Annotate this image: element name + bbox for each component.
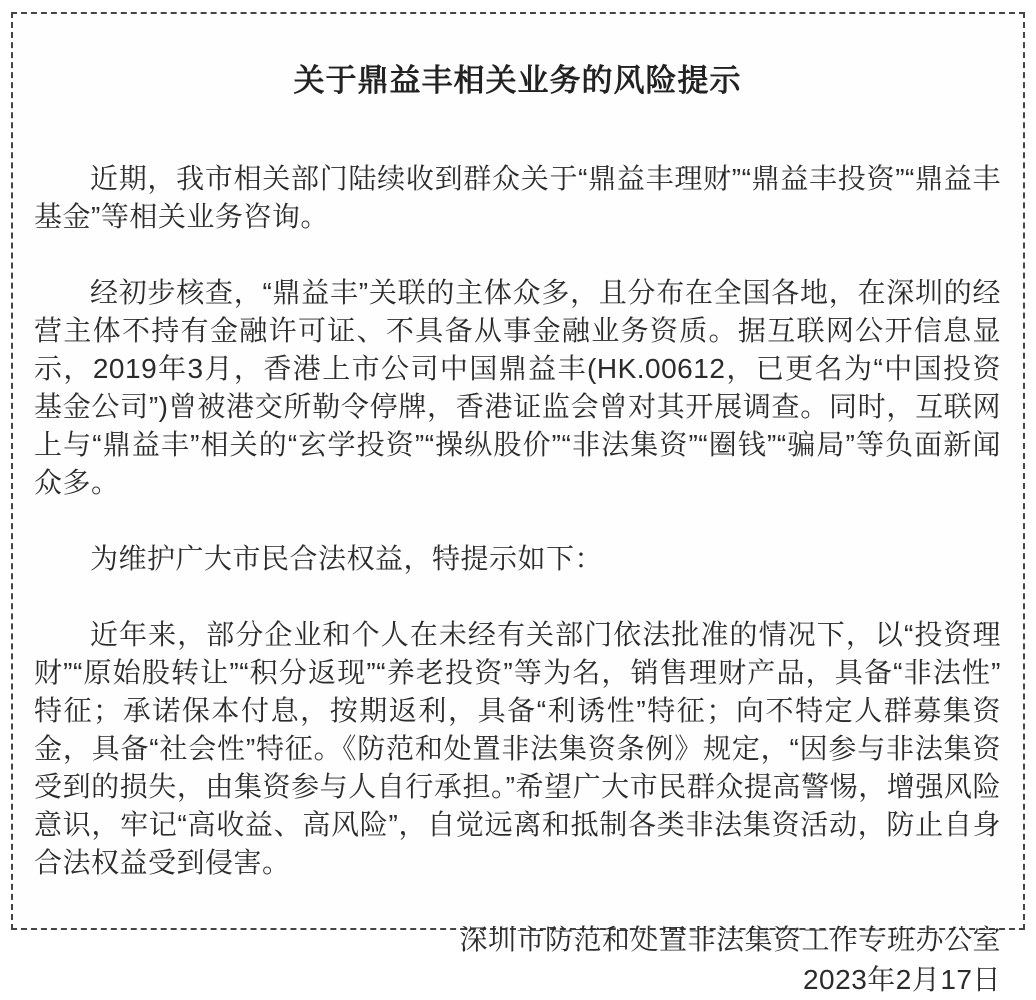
signature-block <box>34 920 1001 1000</box>
signature-office: 深圳市防范和处置非法集资工作专班办公室 <box>459 924 1001 955</box>
paragraph-investigation: 经初步核查，“鼎益丰”关联的主体众多，且分布在全国各地，在深圳的经营主体不持有金融许可证、不具备从事金融业务资质。据互联网公开信息显示，2019年3月，香港上市公司中国鼎益丰(HK.00612，已更名为“中国投资基金公司”)曾被港交所勒令停牌，香港证监会曾对其开展调查。同时，互联网上与“鼎益丰”相关的“玄学投资”“操纵股价”“非法集资”“圈钱”“骗局”等负面新闻众多。 <box>34 277 1001 498</box>
signature-date: 2023年2月17日 <box>802 964 1001 995</box>
notice-document <box>11 12 1025 995</box>
paragraph-intro: 近期，我市相关部门陆续收到群众关于“鼎益丰理财”“鼎益丰投资”“鼎益丰基金”等相关业务咨询。 <box>34 163 1001 232</box>
paragraph-warning: 近年来，部分企业和个人在未经有关部门依法批准的情况下，以“投资理财”“原始股转让”“积分返现”“养老投资”等为名，销售理财产品，具备“非法性”特征；承诺保本付息，按期返利，具备“利诱性”特征；向不特定人群募集资金，具备“社会性”特征。《防范和处置非法集资条例》规定，“因参与非法集资受到的损失，由集资参与人自行承担。”希望广大市民群众提高警惕，增强风险意识，牢记“高收益、高风险”，自觉远离和抵制各类非法集资活动，防止自身合法权益受到侵害。 <box>34 619 1001 878</box>
paragraph-notice-lead: 为维护广大市民合法权益，特提示如下： <box>90 543 604 574</box>
document-title: 关于鼎益丰相关业务的风险提示 <box>293 63 742 98</box>
